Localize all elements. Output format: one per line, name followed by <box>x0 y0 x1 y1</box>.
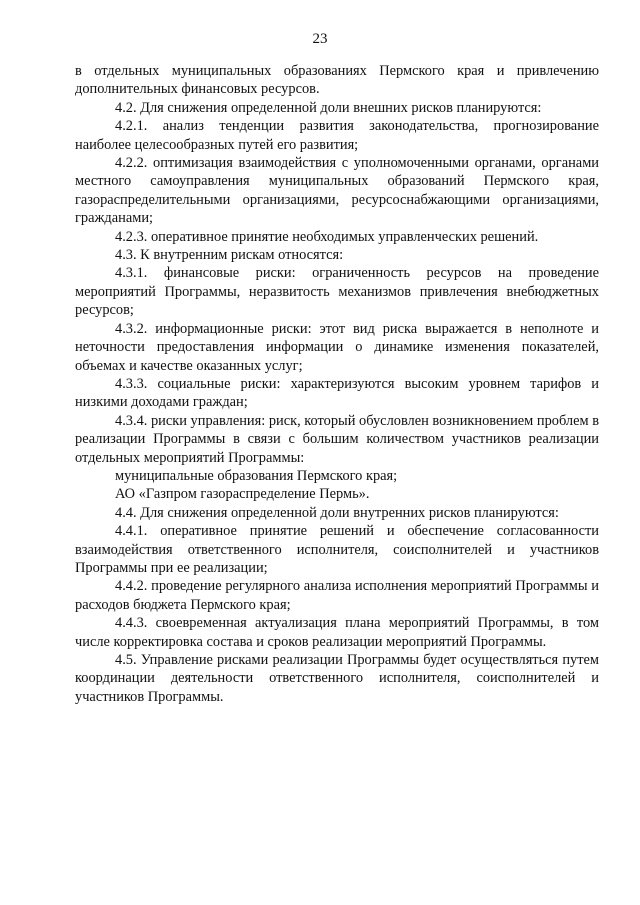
paragraph-4-2-2: 4.2.2. оптимизация взаимодействия с уполномоченными органами, органами местного самоуправления муниципальных образований Пермского края, газораспределительными организациями, ресурсоснабжающими организациями, гражданами; <box>75 155 599 227</box>
paragraph-continuation: в отдельных муниципальных образованиях Пермского края и привлечению дополнительных финансовых ресурсов. <box>75 63 599 98</box>
list-item-municipalities: муниципальные образования Пермского края; <box>115 467 398 484</box>
paragraph-4-5: 4.5. Управление рисками реализации Программы будет осуществляться путем координации деятельности ответственного исполнителя, соисполнителей и участников Программы. <box>75 652 599 705</box>
paragraph-4-3-3: 4.3.3. социальные риски: характеризуются высоким уровнем тарифов и низкими доходами граждан; <box>75 375 599 411</box>
paragraph-4-2: 4.2. Для снижения определенной доли внешних рисков планируются: <box>115 99 542 116</box>
paragraph-4-2-3: 4.2.3. оперативное принятие необходимых управленческих решений. <box>115 228 539 245</box>
paragraph-4-4-2: 4.4.2. проведение регулярного анализа исполнения мероприятий Программы и расходов бюджета Пермского края; <box>75 578 599 613</box>
paragraph-4-3-2: 4.3.2. информационные риски: этот вид риска выражается в неполноте и неточности предоставления информации о динамике изменения показателей, объемах и качестве оказанных услуг; <box>75 320 599 374</box>
document-body <box>75 62 599 706</box>
paragraph-4-3-4: 4.3.4. риски управления: риск, который обусловлен возникновением проблем в реализации Программы в связи с большим количеством участников реализации отдельных мероприятий Программы: <box>75 412 599 466</box>
paragraph-4-3: 4.3. К внутренним рискам относятся: <box>115 247 344 264</box>
paragraph-4-3-1: 4.3.1. финансовые риски: ограниченность ресурсов на проведение мероприятий Программы, неразвитость механизмов привлечения внебюджетных ресурсов; <box>75 265 599 319</box>
paragraph-4-2-1: 4.2.1. анализ тенденции развития законодательства, прогнозирование наиболее целесообразных путей его развития; <box>75 118 599 153</box>
page-number: 23 <box>312 31 328 47</box>
paragraph-4-4-1: 4.4.1. оперативное принятие решений и обеспечение согласованности взаимодействия ответственного исполнителя, соисполнителей и участников Программы при ее реализации; <box>75 523 599 576</box>
list-item-gazprom: АО «Газпром газораспределение Пермь». <box>115 486 370 503</box>
paragraph-4-4-3: 4.4.3. своевременная актуализация плана мероприятий Программы, в том числе корректировка состава и сроков реализации мероприятий Программы. <box>75 615 599 650</box>
paragraph-4-4: 4.4. Для снижения определенной доли внутренних рисков планируются: <box>115 504 559 521</box>
